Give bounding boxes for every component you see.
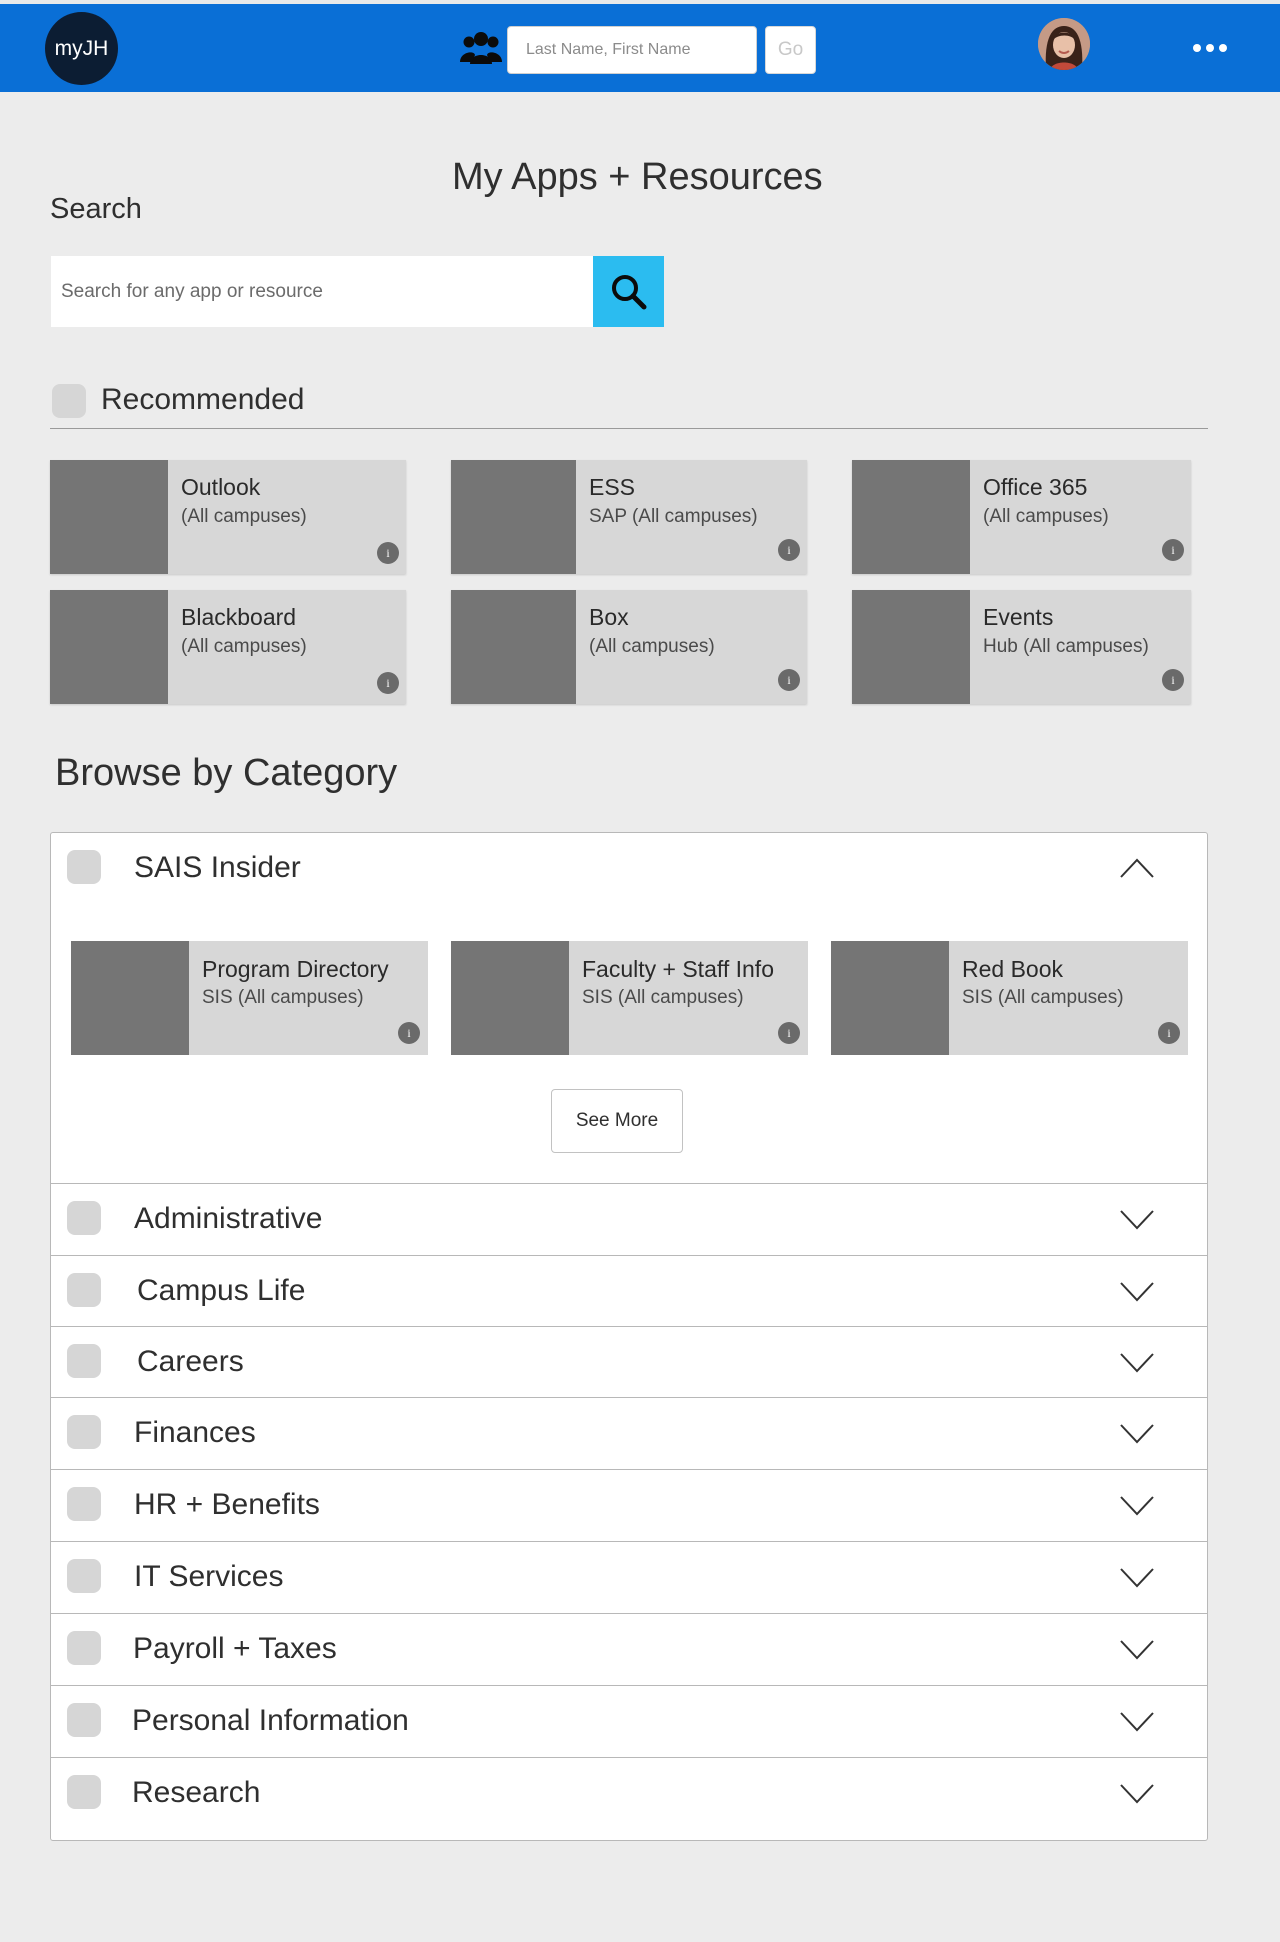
- app-thumbnail: [50, 590, 168, 704]
- info-icon[interactable]: i: [398, 1022, 420, 1044]
- search-icon: [609, 272, 649, 312]
- category-header-sais-insider[interactable]: [51, 833, 1207, 905]
- app-tile-outlook[interactable]: [50, 460, 406, 574]
- info-icon[interactable]: i: [377, 542, 399, 564]
- app-name: Box: [589, 604, 629, 630]
- app-tile-office365[interactable]: [852, 460, 1191, 574]
- see-more-button[interactable]: See More: [551, 1089, 683, 1153]
- app-tile-red-book[interactable]: [831, 941, 1188, 1055]
- recommended-checkbox[interactable]: [52, 384, 86, 418]
- category-checkbox[interactable]: [67, 1775, 101, 1809]
- info-icon[interactable]: i: [377, 672, 399, 694]
- category-label: HR + Benefits: [134, 1488, 320, 1521]
- app-subtitle: (All campuses): [181, 636, 307, 657]
- app-subtitle: (All campuses): [983, 506, 1109, 527]
- app-name: Faculty + Staff Info: [582, 956, 774, 982]
- top-bar: [0, 0, 1280, 92]
- app-name: Events: [983, 604, 1054, 630]
- category-label: Administrative: [134, 1202, 323, 1235]
- app-subtitle: SIS (All campuses): [962, 987, 1124, 1008]
- info-icon[interactable]: i: [1158, 1022, 1180, 1044]
- myjh-logo[interactable]: [45, 12, 118, 85]
- category-checkbox[interactable]: [67, 1631, 101, 1665]
- category-row-personal-information[interactable]: [51, 1685, 1207, 1757]
- chevron-down-icon[interactable]: [1119, 1208, 1155, 1230]
- category-checkbox[interactable]: [67, 1344, 101, 1378]
- info-icon[interactable]: i: [778, 539, 800, 561]
- category-row-hr-benefits[interactable]: [51, 1469, 1207, 1541]
- browse-title: Browse by Category: [55, 752, 398, 794]
- app-thumbnail: [71, 941, 189, 1055]
- category-checkbox[interactable]: [67, 850, 101, 884]
- category-label: IT Services: [134, 1560, 284, 1593]
- info-icon[interactable]: i: [778, 669, 800, 691]
- user-avatar[interactable]: [1038, 18, 1090, 70]
- category-label: Payroll + Taxes: [133, 1632, 337, 1665]
- page-title: My Apps + Resources: [452, 156, 823, 198]
- app-name: Outlook: [181, 474, 261, 500]
- app-name: Blackboard: [181, 604, 297, 630]
- category-row-it-services[interactable]: [51, 1541, 1207, 1613]
- people-group-icon[interactable]: [460, 30, 502, 66]
- category-accordion: [50, 832, 1208, 1841]
- info-icon[interactable]: i: [778, 1022, 800, 1044]
- category-checkbox[interactable]: [67, 1559, 101, 1593]
- app-thumbnail: [451, 941, 569, 1055]
- info-icon[interactable]: i: [1162, 539, 1184, 561]
- category-label: Research: [132, 1776, 261, 1809]
- go-button[interactable]: Go: [765, 26, 816, 74]
- chevron-down-icon[interactable]: [1119, 1638, 1155, 1660]
- app-thumbnail: [451, 460, 576, 574]
- category-row-payroll-taxes[interactable]: [51, 1613, 1207, 1685]
- people-search-input[interactable]: [507, 26, 757, 74]
- info-icon[interactable]: i: [1162, 669, 1184, 691]
- chevron-down-icon[interactable]: [1119, 1782, 1155, 1804]
- ellipsis-icon[interactable]: [1193, 41, 1229, 55]
- category-row-careers[interactable]: [51, 1326, 1207, 1398]
- search-button[interactable]: [593, 256, 664, 327]
- chevron-down-icon[interactable]: [1119, 1566, 1155, 1588]
- category-checkbox[interactable]: [67, 1273, 101, 1307]
- category-row-finances[interactable]: [51, 1397, 1207, 1469]
- search-label: Search: [50, 193, 142, 225]
- app-name: Office 365: [983, 474, 1088, 500]
- app-name: Program Directory: [202, 956, 389, 982]
- chevron-down-icon[interactable]: [1119, 1422, 1155, 1444]
- category-label: Finances: [134, 1416, 256, 1449]
- category-checkbox[interactable]: [67, 1201, 101, 1235]
- app-thumbnail: [852, 460, 970, 574]
- chevron-down-icon[interactable]: [1119, 1280, 1155, 1302]
- category-label: Personal Information: [132, 1704, 409, 1737]
- app-tile-blackboard[interactable]: [50, 590, 406, 704]
- app-tile-program-directory[interactable]: [71, 941, 428, 1055]
- chevron-down-icon[interactable]: [1119, 1710, 1155, 1732]
- app-tile-box[interactable]: [451, 590, 807, 704]
- divider: [50, 428, 1208, 429]
- category-label: SAIS Insider: [134, 851, 301, 884]
- app-subtitle: SIS (All campuses): [202, 987, 364, 1008]
- app-search-input[interactable]: [51, 256, 593, 327]
- app-tile-ess[interactable]: [451, 460, 807, 574]
- app-subtitle: Hub (All campuses): [983, 636, 1149, 657]
- category-checkbox[interactable]: [67, 1487, 101, 1521]
- logo-text: myJH: [54, 36, 109, 60]
- app-subtitle: SIS (All campuses): [582, 987, 744, 1008]
- app-tile-faculty-staff-info[interactable]: [451, 941, 808, 1055]
- app-thumbnail: [852, 590, 970, 704]
- chevron-down-icon[interactable]: [1119, 1494, 1155, 1516]
- category-checkbox[interactable]: [67, 1415, 101, 1449]
- app-subtitle: (All campuses): [181, 506, 307, 527]
- chevron-up-icon[interactable]: [1119, 857, 1155, 879]
- app-subtitle: (All campuses): [589, 636, 715, 657]
- app-subtitle: SAP (All campuses): [589, 506, 758, 527]
- chevron-down-icon[interactable]: [1119, 1351, 1155, 1373]
- app-tile-events[interactable]: [852, 590, 1191, 704]
- app-name: Red Book: [962, 956, 1064, 982]
- avatar-photo-icon: [1038, 18, 1090, 70]
- category-label: Careers: [137, 1345, 244, 1378]
- app-thumbnail: [831, 941, 949, 1055]
- category-row-administrative[interactable]: [51, 1183, 1207, 1255]
- app-name: ESS: [589, 474, 636, 500]
- category-label: Campus Life: [137, 1274, 306, 1307]
- recommended-title: Recommended: [101, 383, 305, 416]
- app-thumbnail: [451, 590, 576, 704]
- category-checkbox[interactable]: [67, 1703, 101, 1737]
- category-row-research[interactable]: [51, 1757, 1207, 1829]
- category-row-campus-life[interactable]: [51, 1255, 1207, 1327]
- app-thumbnail: [50, 460, 168, 574]
